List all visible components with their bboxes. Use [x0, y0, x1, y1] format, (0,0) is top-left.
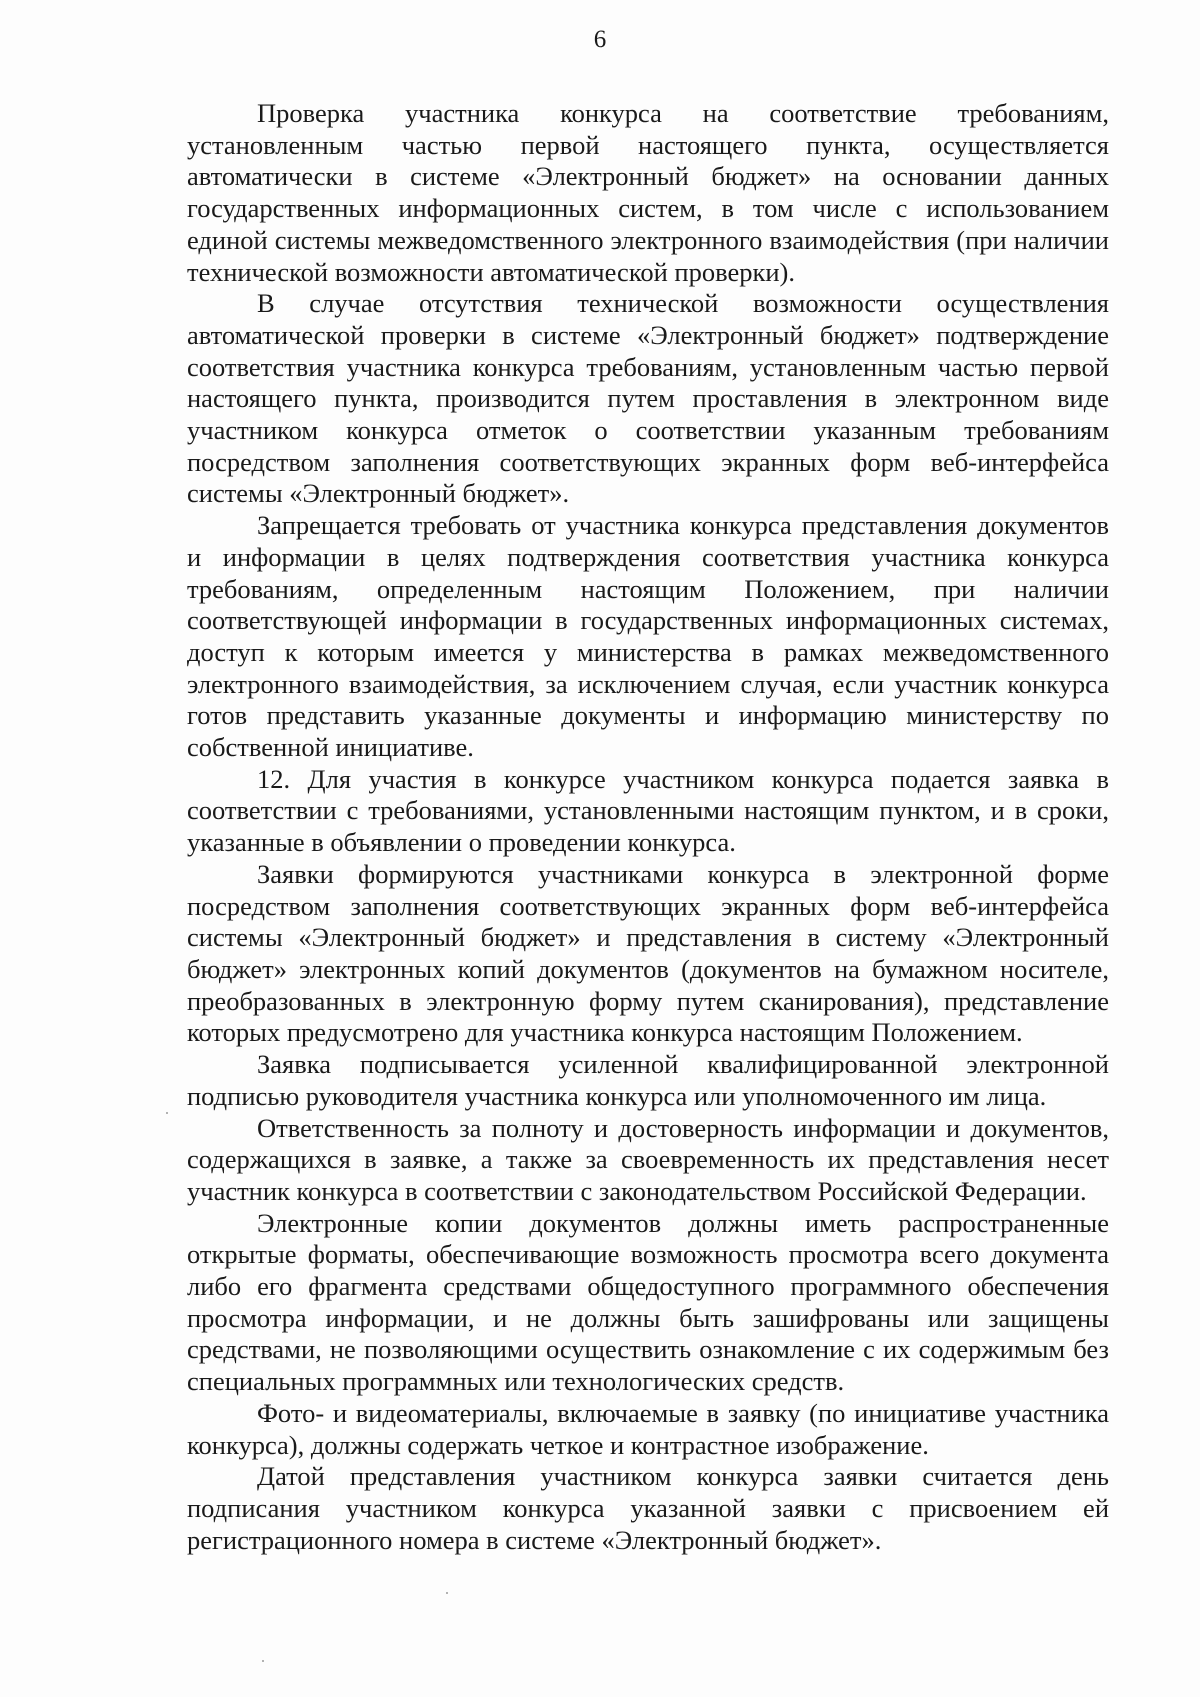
paragraph-auto-check: Проверка участника конкурса на соответствие требованиям, установленным частью первой настоящего пункта, осуществляется автоматически в системе «Электронный бюджет» на основании данных государственных информационных систем, в том числе с использованием единой системы межведомственного электронного взаимодействия (при наличии технической возможности автоматической проверки).: [187, 98, 1109, 287]
page-number: 6: [593, 26, 607, 53]
paragraph-signature: Заявка подписывается усиленной квалифицированной электронной подписью руководителя участника конкурса или уполномоченного им лица.: [187, 1049, 1109, 1111]
paragraph-item-12: 12. Для участия в конкурсе участником конкурса подается заявка в соответствии с требованиями, установленными настоящим пунктом, и в сроки, указанные в объявлении о проведении конкурса.: [187, 763, 1109, 858]
paragraph-manual-check: В случае отсутствия технической возможности осуществления автоматической проверки в системе «Электронный бюджет» подтверждение соответствия участника конкурса требованиям, установленным частью первой настоящего пункта, производится путем проставления в электронном виде участником конкурса отметок о соответствии указанным требованиям посредством заполнения соответствующих экранных форм веб-интерфейса системы «Электронный бюджет».: [187, 288, 1109, 509]
scan-speck: [166, 1112, 168, 1114]
paragraph-responsibility: Ответственность за полноту и достоверность информации и документов, содержащихся в заявке, а также за своевременность их представления несет участник конкурса в соответствии с законодательством Российской Федерации.: [187, 1112, 1109, 1206]
paragraph-document-prohibition: Запрещается требовать от участника конкурса представления документов и информации в целях подтверждения соответствия участника конкурса требованиям, определенным настоящим Положением, при наличии соответствующей информации в государственных информационных системах, доступ к которым имеется у министерства в рамках межведомственного электронного взаимодействия, за исключением случая, если участник конкурса готов представить указанные документы и информацию министерству по собственной инициативе.: [187, 510, 1109, 763]
paragraph-submission-date: Датой представления участником конкурса заявки считается день подписания участником конкурса указанной заявки с присвоением ей регистрационного номера в системе «Электронный бюджет».: [187, 1461, 1109, 1555]
document-body: [187, 98, 1109, 1556]
scan-speck: [446, 1592, 448, 1594]
paragraph-electronic-copies: Электронные копии документов должны иметь распространенные открытые форматы, обеспечивающие возможность просмотра всего документа либо его фрагмента средствами общедоступного программного обеспечения просмотра информации, и не должны быть зашифрованы или защищены средствами, не позволяющими осуществить ознакомление с их содержимым без специальных программных или технологических средств.: [187, 1207, 1109, 1397]
paragraph-application-forming: Заявки формируются участниками конкурса в электронной форме посредством заполнения соответствующих экранных форм веб-интерфейса системы «Электронный бюджет» и представления в систему «Электронный бюджет» электронных копий документов (документов на бумажном носителе, преобразованных в электронную форму путем сканирования), представление которых предусмотрено для участника конкурса настоящим Положением.: [187, 858, 1109, 1048]
paragraph-photo-video: Фото- и видеоматериалы, включаемые в заявку (по инициативе участника конкурса), должны содержать четкое и контрастное изображение.: [187, 1397, 1109, 1460]
scan-speck: [262, 1660, 264, 1662]
